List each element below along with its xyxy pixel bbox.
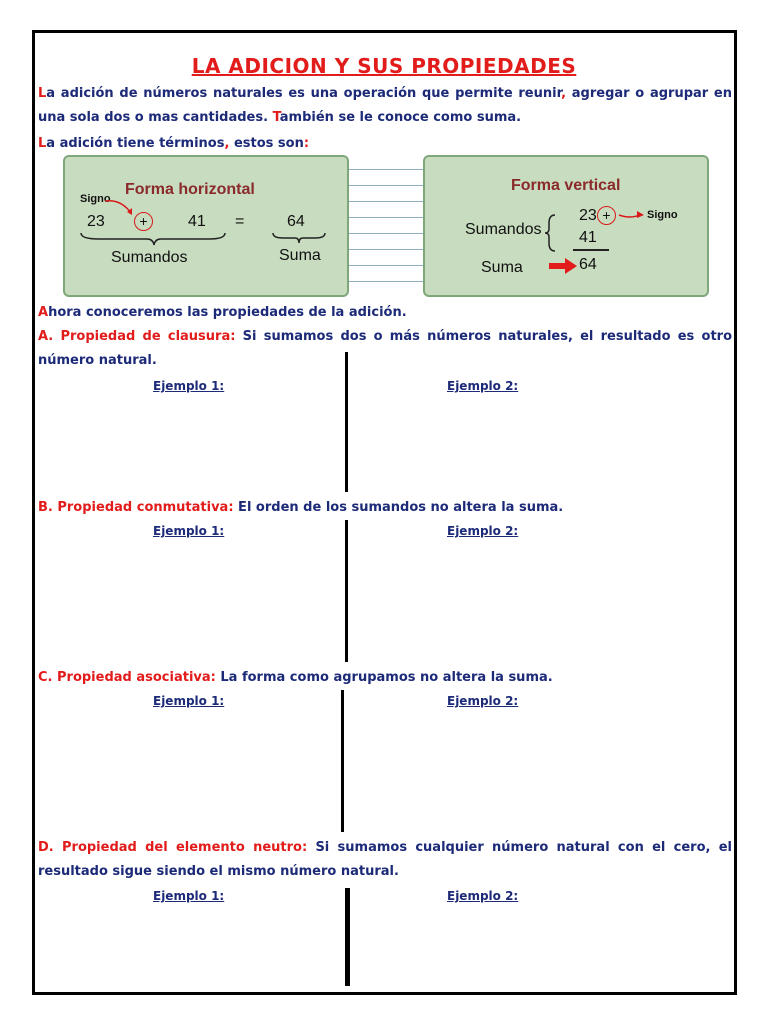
vertical-brace-icon [543, 213, 559, 253]
sum-result: 64 [287, 213, 305, 230]
example-2-label: Ejemplo 2: [447, 379, 519, 393]
vertical-sign-label: Signo [647, 209, 678, 221]
sign-label: Signo [80, 193, 111, 205]
property-identity: D. Propiedad del elemento neutro: Si sumamos cualquier número natural con el cero, el resultado sigue siendo el mismo número natural. [38, 840, 732, 879]
equals-sign: = [235, 213, 245, 230]
example-1-label: Ejemplo 1: [153, 524, 225, 538]
vertical-sign-arrow-icon [618, 209, 646, 221]
vertical-form-panel [423, 155, 709, 297]
terms-paragraph: La adición tiene términos, estos son: [38, 136, 310, 151]
divider-line [341, 690, 344, 832]
sum-line [573, 249, 609, 251]
drop-letter: L [38, 86, 47, 101]
vertical-sum-label: Suma [481, 259, 523, 276]
section-title: B. Propiedad conmutativa: [38, 500, 234, 515]
vertical-addend-b: 41 [579, 229, 597, 246]
addition-terms-illustration [63, 155, 709, 297]
page-title: LA ADICION Y SUS PROPIEDADES [191, 54, 577, 78]
section-title: D. Propiedad del elemento neutro: [38, 840, 308, 855]
sum-label: Suma [279, 247, 321, 264]
plus-sign-circle: + [134, 212, 153, 231]
property-commutative: B. Propiedad conmutativa: El orden de los sumandos no altera la suma. [38, 500, 564, 515]
vertical-plus-sign-circle: + [597, 206, 616, 225]
result-arrow-icon [547, 257, 579, 275]
example-2-label: Ejemplo 2: [447, 524, 519, 538]
example-1-label: Ejemplo 1: [153, 889, 225, 903]
addends-brace-icon [79, 231, 229, 247]
example-1-label: Ejemplo 1: [153, 694, 225, 708]
horizontal-form-title: Forma horizontal [125, 181, 255, 198]
addend-b: 41 [188, 213, 206, 230]
vertical-form-title: Forma vertical [511, 177, 621, 194]
addend-a: 23 [87, 213, 105, 230]
properties-intro: Ahora conoceremos las propiedades de la adición. [38, 305, 407, 320]
vertical-addend-a: 23 [579, 207, 597, 224]
example-2-label: Ejemplo 2: [447, 694, 519, 708]
property-closure: A. Propiedad de clausura: Si sumamos dos o más números naturales, el resultado es otro número natural. [38, 329, 732, 368]
connector-lines [349, 155, 423, 297]
example-1-label: Ejemplo 1: [153, 379, 225, 393]
section-title: C. Propiedad asociativa: [38, 670, 216, 685]
divider-line [345, 352, 348, 492]
divider-line [345, 888, 350, 986]
sum-brace-icon [271, 231, 327, 245]
property-associative: C. Propiedad asociativa: La forma como agrupamos no altera la suma. [38, 670, 553, 685]
vertical-addends-label: Sumandos [465, 221, 542, 238]
horizontal-form-panel [63, 155, 349, 297]
divider-line [345, 520, 348, 662]
addends-label: Sumandos [111, 249, 188, 266]
vertical-sum-result: 64 [579, 256, 597, 273]
intro-paragraph: La adición de números naturales es una operación que permite reunir, agregar o agrupar en una sola dos o mas cantidades. También se le conoce como suma. [38, 86, 732, 125]
section-title: A. Propiedad de clausura: [38, 329, 236, 344]
example-2-label: Ejemplo 2: [447, 889, 519, 903]
